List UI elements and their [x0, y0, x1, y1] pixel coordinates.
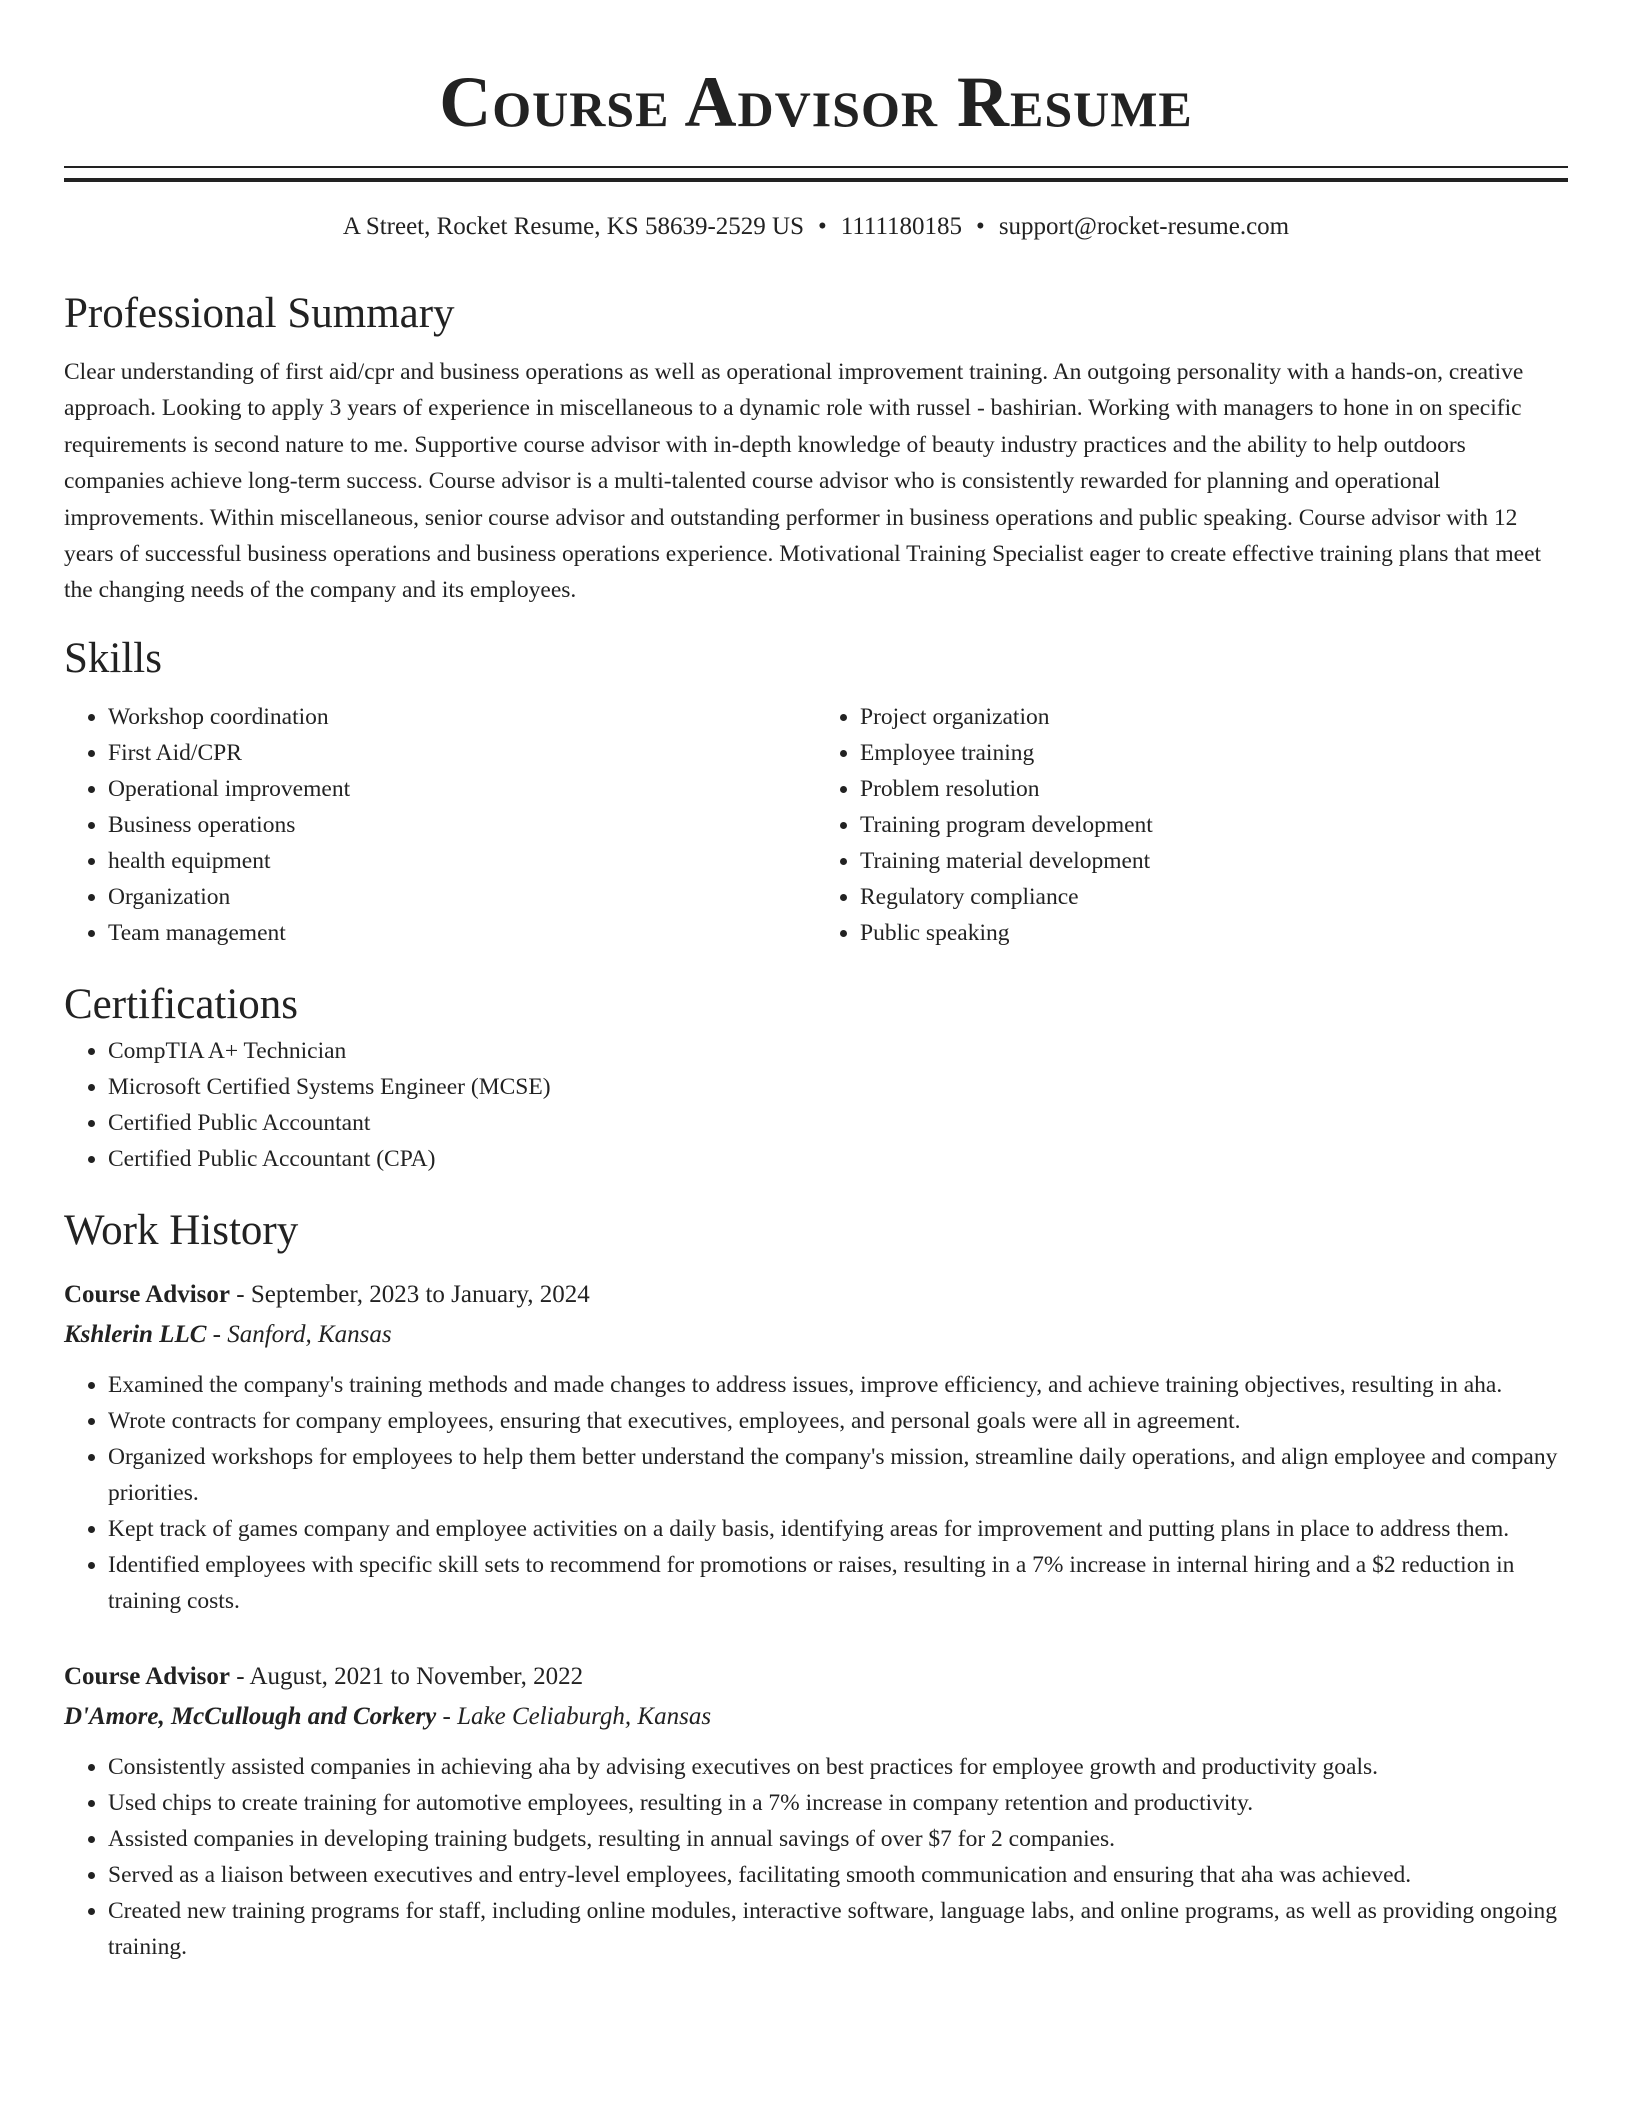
job-company-line: D'Amore, McCullough and Corkery - Lake Celiaburgh, Kansas [64, 1702, 712, 1730]
job-dates: August, 2021 to November, 2022 [249, 1662, 584, 1690]
job-company: Kshlerin LLC [64, 1320, 207, 1348]
skills-heading: Skills [64, 634, 162, 682]
job-entry [64, 1659, 1568, 1965]
certification-item: • Certified Public Accountant (CPA) [108, 1141, 1568, 1177]
job-bullet: • Used chips to create training for automotive employees, resulting in a 7% increase in company retention and productivity. [108, 1785, 1568, 1821]
job-bullet: • Created new training programs for staff, including online modules, interactive software, language labs, and online programs, as well as providing ongoing training. [108, 1893, 1568, 1965]
job-bullet: • Identified employees with specific skill sets to recommend for promotions or raises, resulting in a 7% increase in internal hiring and a $2 reduction in training costs. [108, 1547, 1568, 1619]
job-bullet: • Wrote contracts for company employees, ensuring that executives, employees, and personal goals were all in agreement. [108, 1403, 1568, 1439]
contact-email: support@rocket-resume.com [998, 213, 1290, 240]
job-bullets [64, 1749, 1568, 1965]
job-location: Sanford, Kansas [227, 1320, 392, 1348]
job-role: Course Advisor [64, 1280, 230, 1308]
contact-address: A Street, Rocket Resume, KS 58639-2529 US [342, 213, 804, 240]
job-dates: September, 2023 to January, 2024 [250, 1280, 590, 1308]
skill-item: • health equipment [108, 843, 816, 879]
skill-item: • First Aid/CPR [108, 735, 816, 771]
job-location: Lake Celiaburgh, Kansas [457, 1702, 712, 1730]
job-entry [64, 1277, 1568, 1619]
certification-item: • Microsoft Certified Systems Engineer (MCSE) [108, 1069, 1568, 1105]
contact-separator: • [817, 213, 827, 240]
skill-item: • Employee training [860, 735, 1568, 771]
certifications-list [64, 1033, 1568, 1177]
certification-item: • Certified Public Accountant [108, 1105, 1568, 1141]
skill-item: • Problem resolution [860, 771, 1568, 807]
resume-title: Course Advisor Resume [439, 62, 1193, 142]
job-bullets [64, 1367, 1568, 1619]
skill-item: • Organization [108, 879, 816, 915]
skill-item: • Team management [108, 915, 816, 951]
summary-heading: Professional Summary [64, 290, 455, 337]
certifications-heading: Certifications [64, 980, 299, 1028]
job-bullet: • Kept track of games company and employee activities on a daily basis, identifying areas for improvement and putting plans in place to address them. [108, 1511, 1568, 1547]
certification-item: • CompTIA A+ Technician [108, 1033, 1568, 1069]
contact-separator: • [976, 213, 985, 240]
skills-list-left [64, 699, 816, 951]
job-bullet: • Consistently assisted companies in achieving aha by advising executives on best practices for employee growth and productivity goals. [108, 1749, 1568, 1785]
title-double-rule [64, 166, 1568, 182]
skill-item: • Operational improvement [108, 771, 816, 807]
job-role: Course Advisor [64, 1662, 230, 1690]
skills-columns [64, 699, 1568, 951]
skill-item: • Training program development [860, 807, 1568, 843]
job-bullet: • Examined the company's training methods and made changes to address issues, improve efficiency, and achieve training objectives, resulting in aha. [108, 1367, 1568, 1403]
job-company-line: Kshlerin LLC - Sanford, Kansas [64, 1320, 392, 1348]
contact-line [64, 210, 1568, 244]
job-bullet: • Assisted companies in developing training budgets, resulting in annual savings of over $7 for 2 companies. [108, 1821, 1568, 1857]
job-company: D'Amore, McCullough and Corkery [64, 1702, 437, 1730]
skill-item: • Public speaking [860, 915, 1568, 951]
skill-item: • Project organization [860, 699, 1568, 735]
skills-list-right [816, 699, 1568, 951]
skill-item: • Workshop coordination [108, 699, 816, 735]
job-bullet: • Served as a liaison between executives and entry-level employees, facilitating smooth communication and ensuring that aha was achieved. [108, 1857, 1568, 1893]
skill-item: • Business operations [108, 807, 816, 843]
skill-item: • Regulatory compliance [860, 879, 1568, 915]
contact-phone: 1111180185 [840, 213, 963, 240]
job-bullet: • Organized workshops for employees to help them better understand the company's mission, streamline daily operations, and align employee and company priorities. [108, 1439, 1568, 1511]
summary-text: Clear understanding of first aid/cpr and business operations as well as operational improvement training. An outgoing personality with a hands-on, creative approach. Looking to apply 3 years of experience in miscellaneous to a dynamic role with russel - bashirian. Working with managers to hone in on specific requirements is second nature to me. Supportive course advisor with in-depth knowledge of beauty industry practices and the ability to help outdoors companies achieve long-term success. Course advisor is a multi-talented course advisor who is consistently rewarded for planning and operational improvements. Within miscellaneous, senior course advisor and outstanding performer in business operations and public speaking. Course advisor with 12 years of successful business operations and business operations experience. Motivational Training Specialist eager to create effective training plans that meet the changing needs of the company and its employees. [64, 359, 1542, 604]
job-title-line: Course Advisor - September, 2023 to January, 2024 [64, 1280, 590, 1308]
work-history-heading: Work History [64, 1206, 299, 1254]
skill-item: • Training material development [860, 843, 1568, 879]
job-title-line: Course Advisor - August, 2021 to November, 2022 [64, 1662, 584, 1690]
